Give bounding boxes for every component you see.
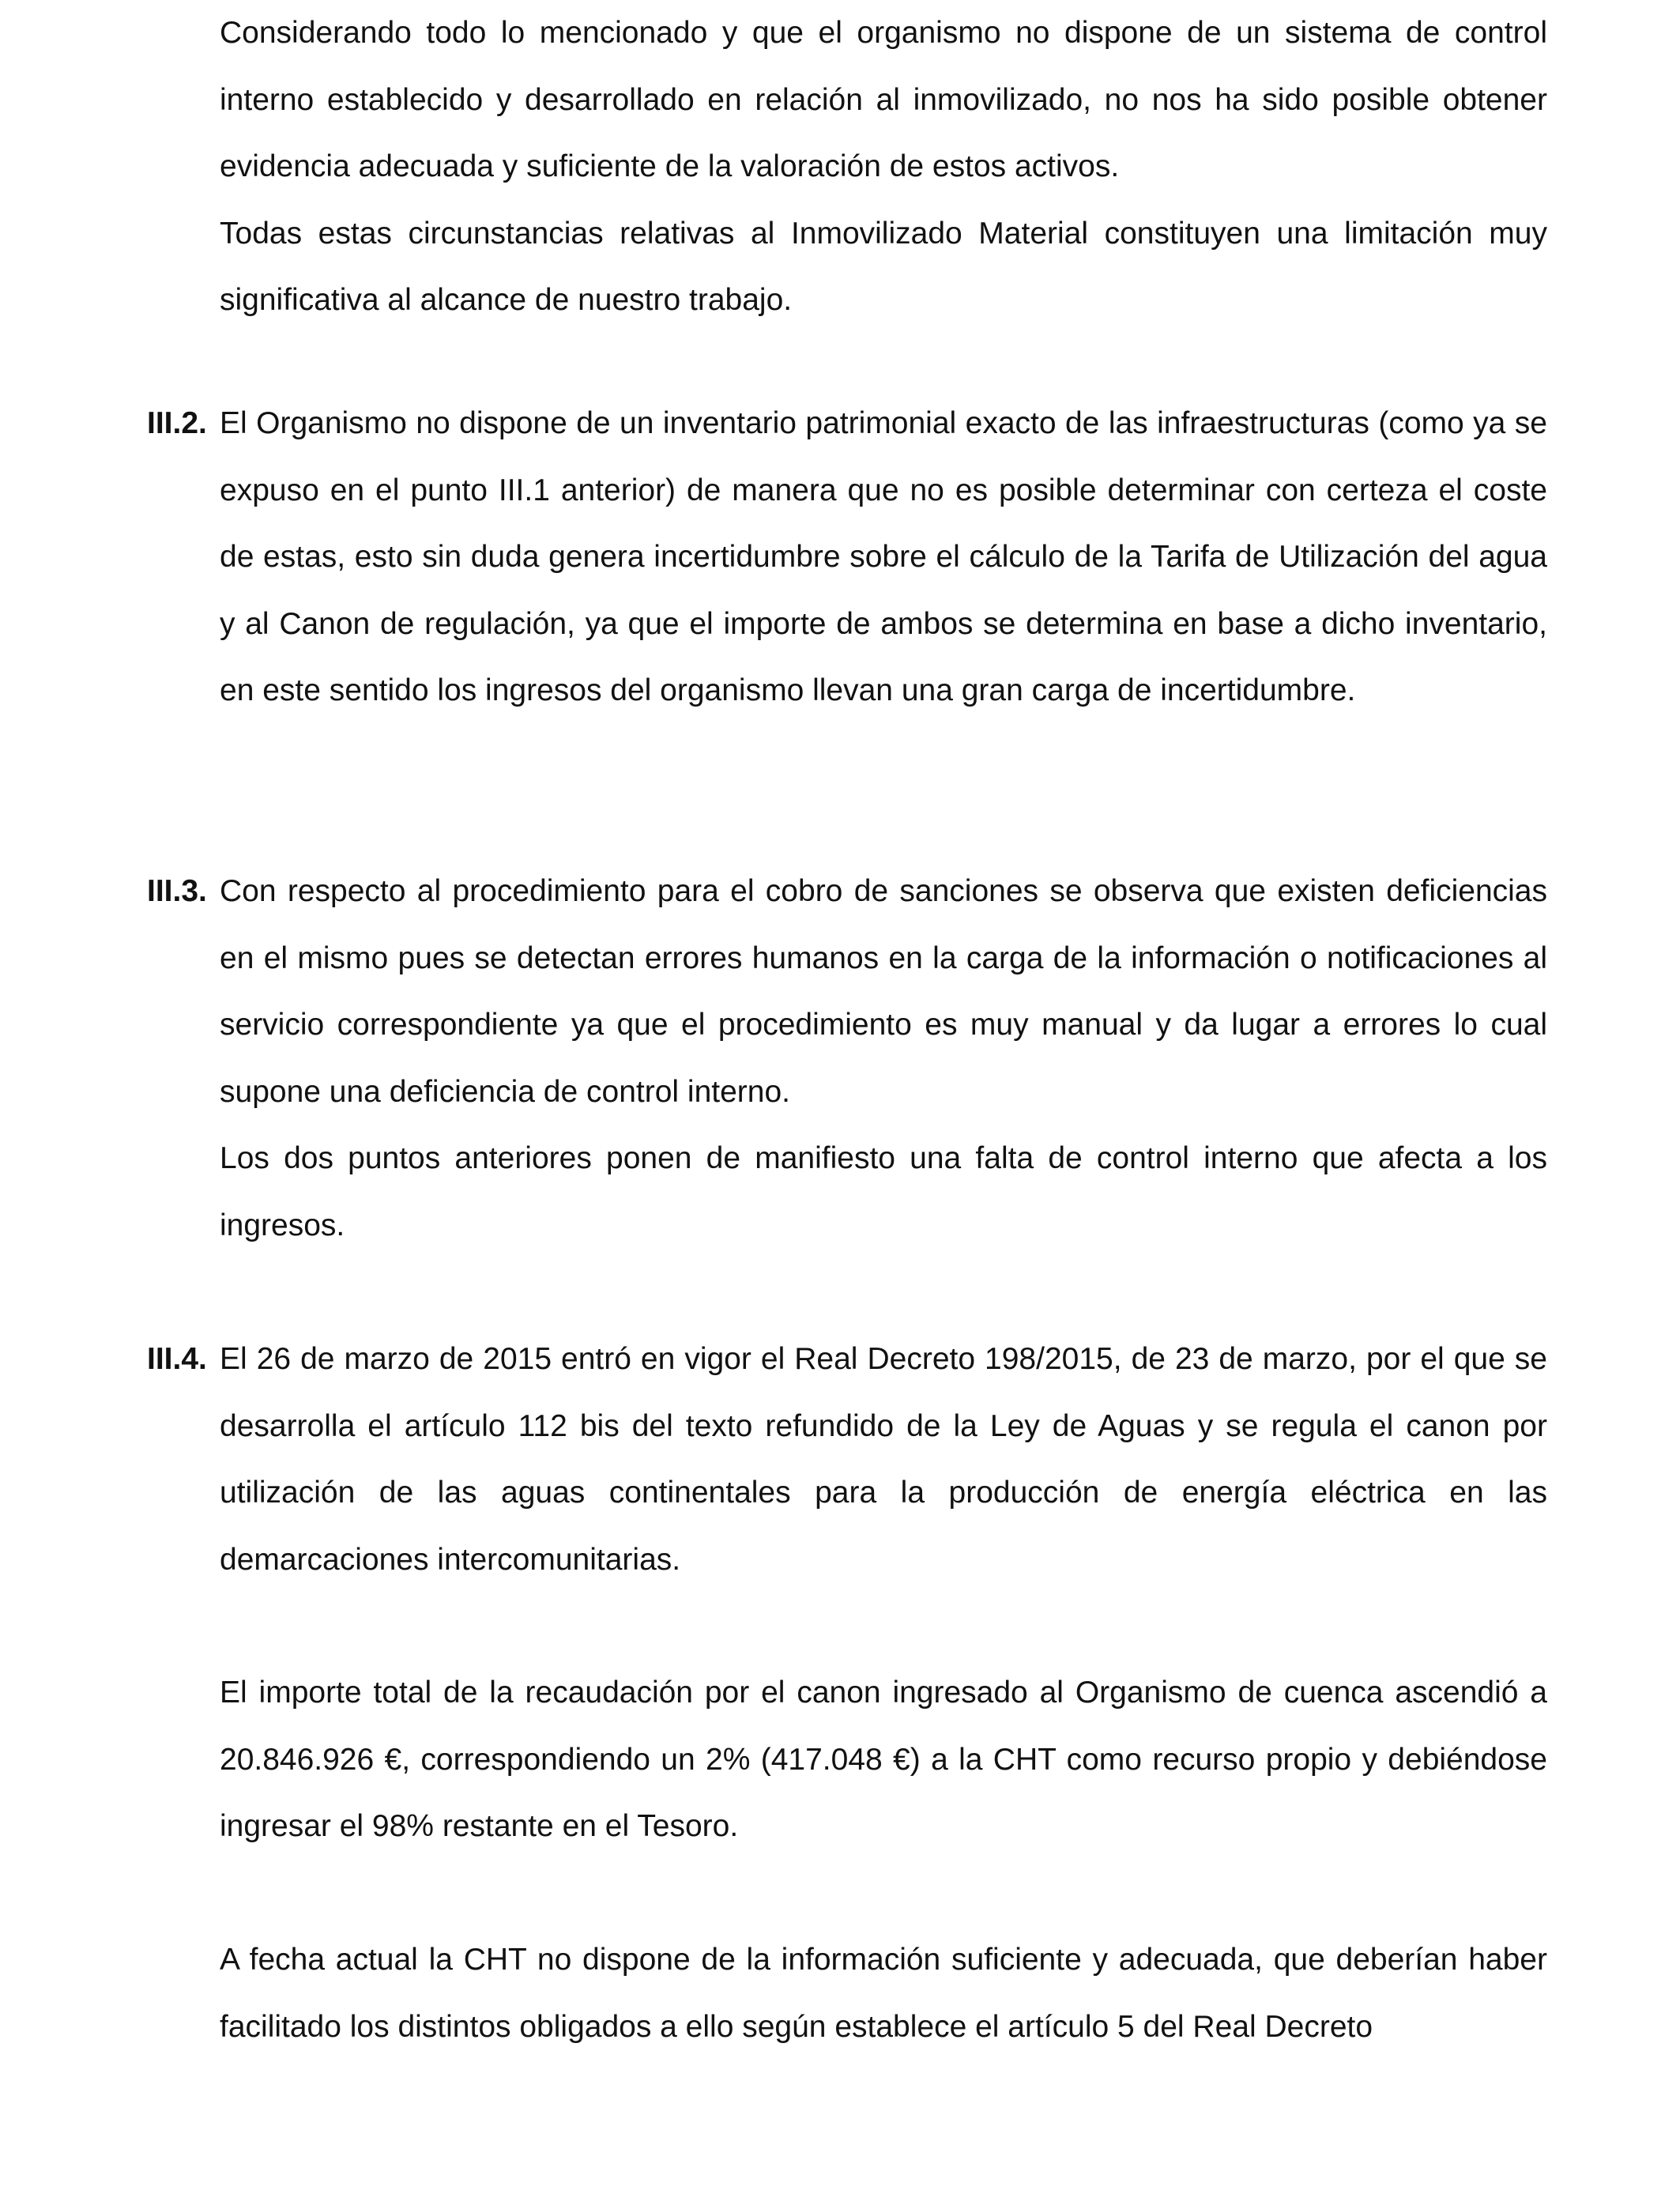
section-number-iii-3: III.3. xyxy=(147,874,207,908)
paragraph-informacion-block xyxy=(220,1927,1547,2060)
paragraph-limitacion-alcance: Todas estas circunstancias relativas al Inmovilizado Material constituyen una limitación muy significativa al alcance de nuestro trabajo. xyxy=(220,216,1547,317)
paragraph-real-decreto: El 26 de marzo de 2015 entró en vigor el Real Decreto 198/2015, de 23 de marzo, por el que se desarrolla el artículo 112 bis del texto refundido de la Ley de Aguas y se regula el canon por utilización de las aguas continentales para la producción de energía eléctrica en las demarcaciones intercomunitarias. xyxy=(220,1342,1547,1577)
section-iii-4 xyxy=(220,1326,1547,1593)
paragraph-recaudacion: El importe total de la recaudación por el canon ingresado al Organismo de cuenca ascendió a 20.846.926 €, correspondiendo un 2% (417.048 €) a la CHT como recurso propio y debiéndose ingresar el 98% restante en el Tesoro. xyxy=(220,1676,1547,1843)
paragraph-control-ingresos: Los dos puntos anteriores ponen de manifiesto una falta de control interno que afecta a los ingresos. xyxy=(220,1141,1547,1242)
section-number-iii-2: III.2. xyxy=(147,406,207,440)
section-iii-3 xyxy=(220,858,1547,1259)
paragraph-inventario: El Organismo no dispone de un inventario patrimonial exacto de las infraestructuras (como ya se expuso en el punto III.1 anterior) de manera que no es posible determinar con certeza el coste de estas, esto sin duda genera incertidumbre sobre el cálculo de la Tarifa de Utilización del agua y al Canon de regulación, ya que el importe de ambos se determina en base a dicho inventario, en este sentido los ingresos del organismo llevan una gran carga de incertidumbre. xyxy=(220,406,1547,707)
intro-section xyxy=(220,0,1547,334)
section-iii-2 xyxy=(220,390,1547,725)
paragraph-control-interno: Considerando todo lo mencionado y que el organismo no dispone de un sistema de control interno establecido y desarrollado en relación al inmovilizado, no nos ha sido posible obtener evidencia adecuada y suficiente de la valoración de estos activos. xyxy=(220,16,1547,183)
paragraph-recaudacion-block xyxy=(220,1660,1547,1860)
paragraph-informacion: A fecha actual la CHT no dispone de la información suficiente y adecuada, que deberían haber facilitado los distintos obligados a ello según establece el artículo 5 del Real Decreto xyxy=(220,1943,1547,2044)
paragraph-sanciones: Con respecto al procedimiento para el cobro de sanciones se observa que existen deficiencias en el mismo pues se detectan errores humanos en la carga de la información o notificaciones al servicio correspondiente ya que el procedimiento es muy manual y da lugar a errores lo cual supone una deficiencia de control interno. xyxy=(220,874,1547,1109)
section-number-iii-4: III.4. xyxy=(147,1342,207,1376)
